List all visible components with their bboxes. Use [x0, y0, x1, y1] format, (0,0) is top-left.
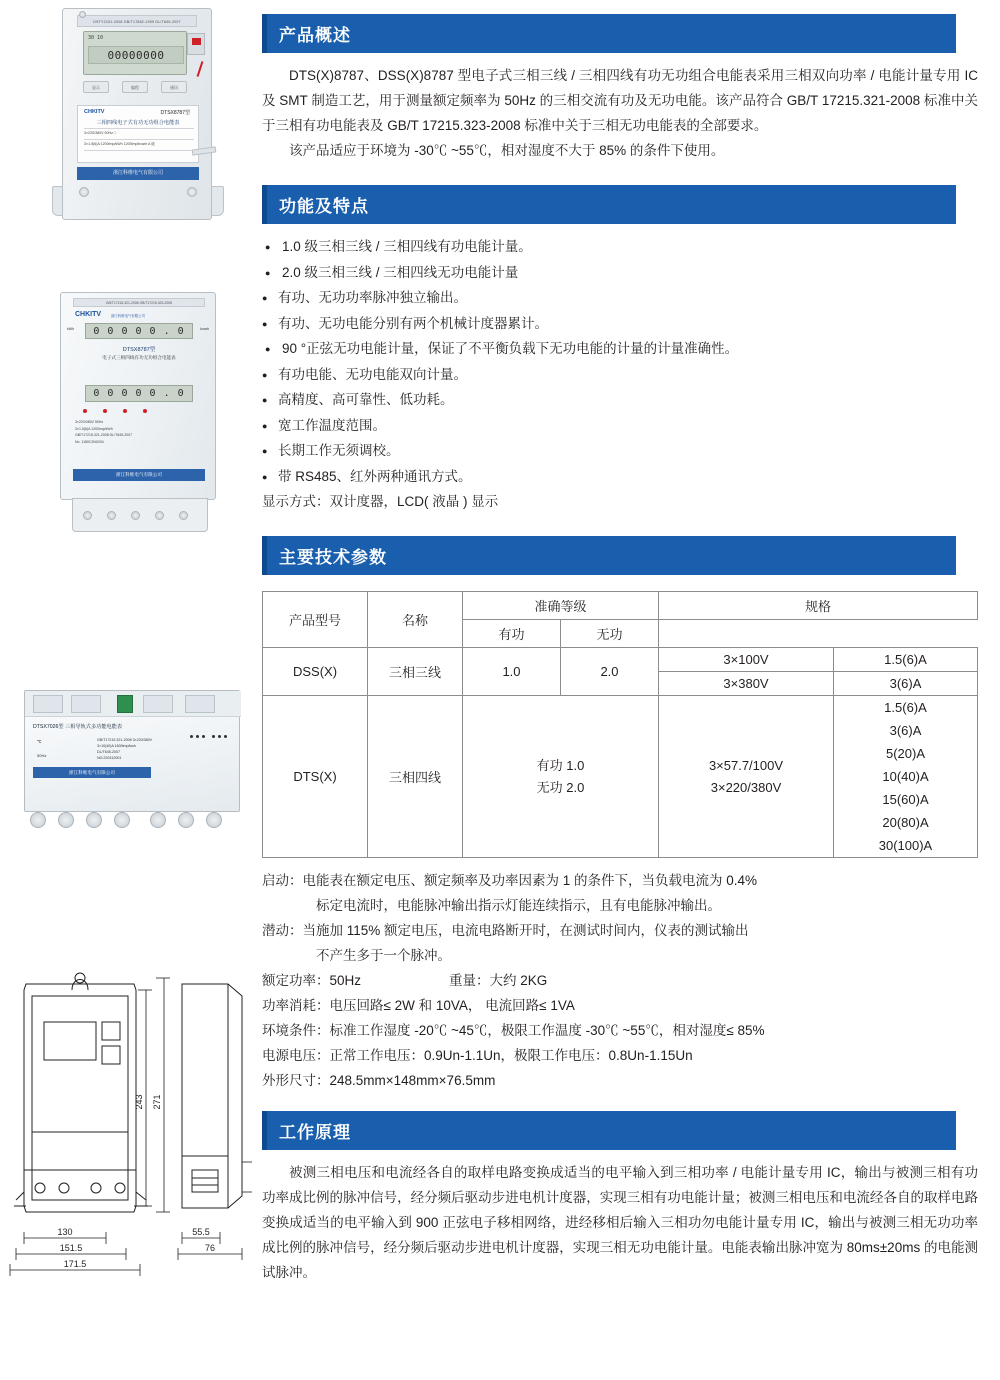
meter2-terminal-cover: [72, 498, 208, 532]
section-title-specs: 主要技术参数: [262, 536, 956, 575]
param-label-consumption: 功率消耗：: [262, 998, 330, 1013]
th-reactive: 无功: [561, 620, 659, 648]
cell-current-dts-1: 1.5(6)A: [834, 696, 978, 720]
table-header-row: [263, 592, 978, 620]
param-text-creep: 当施加 115% 额定电压，电流电路断开时，在测试时间内，仪表的测试输出: [302, 923, 749, 938]
params-block: [262, 868, 1000, 1093]
meter2-center-label: [79, 345, 199, 379]
meter2-unit-right: kvarh: [200, 327, 209, 331]
dimension-drawing: [6, 956, 258, 1316]
section-title-features: 功能及特点: [262, 185, 956, 224]
meter1-model: DTSX8787型: [160, 110, 190, 116]
th-rating: 规格: [659, 592, 978, 620]
list-item: ● 有功、无功功率脉冲独立输出。: [262, 285, 1000, 311]
meter2-model: DTSX8787型: [122, 347, 156, 353]
param-line-consumption: [262, 993, 1000, 1018]
th-model: 产品型号: [263, 592, 368, 648]
dim-width-171: 171.5: [63, 1259, 87, 1269]
meter3-nameplate: [33, 723, 233, 781]
cell-accuracy-dts: [463, 696, 659, 858]
param-label-environment: 环境条件：: [262, 1023, 330, 1038]
list-item: ● 有功电能、无功电能双向计量。: [262, 362, 1000, 388]
cell-voltage-dss-2: 3×380V: [659, 672, 834, 696]
param-line-start-cont: 标定电流时，电能脉冲输出指示灯能连续指示，且有电能脉冲输出。: [316, 898, 721, 913]
th-name: 名称: [368, 592, 463, 648]
meter3-bottom-terminals: [24, 812, 240, 830]
meter2-unit-left: kWh: [67, 327, 75, 331]
meter1-lcd: [83, 31, 187, 75]
dim-width-130: 130: [57, 1227, 73, 1237]
overview-paragraph-2: 该产品适应于环境为 -30℃ ~55℃，相对湿度不大于 85% 的条件下使用。: [289, 143, 725, 158]
meter1-lcd-small: 30 10: [88, 35, 104, 41]
param-text-rated: 50Hz: [329, 973, 362, 988]
param-line-creep: [262, 918, 1000, 943]
meter3-spec-block: [97, 737, 152, 761]
meter2-brand-sub: 浙江科维电气有限公司: [111, 314, 145, 318]
meter2-spec-line-1: 3×220/380V 50Hz: [75, 420, 104, 424]
meter1-screw: [79, 187, 89, 197]
meter1-buttons: [83, 81, 187, 97]
param-label-rated: 额定功率：: [262, 973, 330, 988]
cell-model-dts: DTS(X): [263, 696, 368, 858]
meter1-label-line-1: 3×220/380V 50Hz □: [84, 131, 117, 135]
cell-voltage-dts: [659, 696, 834, 858]
cell-accuracy-dts-active: 有功 1.0: [536, 757, 585, 773]
param-line-dimensions: [262, 1068, 1000, 1093]
list-item: ● 有功、无功电能分别有两个机械计度器累计。: [262, 311, 1000, 337]
meter2-spec-line-3: GB/T17215.321-2008 DL/T645-2007: [75, 433, 133, 437]
meter1-top-strip: DSTY2151-2008 GB/T17882-1999 DL/T645-2007: [77, 15, 197, 27]
list-item: ● 带 RS485、红外两种通讯方式。: [262, 464, 1000, 490]
list-item: ● 长期工作无须调校。: [262, 438, 1000, 464]
dim-width-151: 151.5: [59, 1243, 83, 1253]
param-label-dimensions: 外形尺寸：: [262, 1073, 330, 1088]
dim-height-271: 271: [152, 1094, 162, 1110]
table-row: [263, 696, 978, 720]
param-label-creep: 潜动：: [262, 923, 303, 938]
meter3-spec-line-3: DL/T645-2007: [97, 750, 120, 754]
product-photo-dtsx7026-din: [10, 676, 254, 836]
dim-depth-76: 76: [204, 1243, 216, 1253]
features-list: [262, 234, 1000, 489]
param-text-dimensions: 248.5mm×148mm×76.5mm: [329, 1073, 496, 1088]
meter2-register-active: 0 0 0 0 0 . 0: [85, 323, 193, 339]
param-text-environment: 标准工作湿度 -20℃ ~45℃，极限工作温度 -30℃ ~55℃，相对湿度≤ 85%: [329, 1023, 765, 1038]
meter3-title: DTSX7026型 三相导轨式多功能电能表: [33, 724, 123, 730]
param-text-consumption: 电压回路≤ 2W 和 10VA， 电流回路≤ 1VA: [329, 998, 575, 1013]
meter1-screw: [187, 187, 197, 197]
meter3-mark-temp: ℃: [37, 739, 42, 744]
meter2-spec-line-4: No. 1180C2N0204: [75, 439, 104, 444]
meter2-subtitle: 电子式三相四线有功无功组合电能表: [102, 355, 176, 360]
cell-current-dts-3: 5(20)A: [834, 742, 978, 765]
spec-table: [262, 591, 978, 858]
meter3-terminal-row: [25, 691, 241, 717]
meter3-mark-freq: 50Hz: [37, 753, 47, 758]
param-text-weight: 大约 2KG: [489, 973, 548, 988]
cell-model-dss: DSS(X): [263, 648, 368, 696]
param-line-voltage: [262, 1043, 1000, 1068]
cell-current-dts-4: 10(40)A: [834, 765, 978, 788]
meter1-seal-wire: [197, 61, 204, 77]
param-label-voltage: 电源电压：: [262, 1048, 330, 1063]
meter1-brand: CHKITV: [84, 109, 105, 115]
product-photo-dtsx8787-register: [52, 292, 228, 542]
meter1-label-line-2: 3×1.5(6)A 1200imp/kWh 1200imp/kvarh A 级: [84, 142, 155, 146]
meter1-company: 浙江科维电气有限公司: [77, 167, 199, 180]
meter3-spec-line-2: 3×10(40)A 1600imp/kwh: [97, 744, 136, 748]
cell-voltage-dts-2: 3×220/380V: [710, 779, 782, 795]
section-title-principle: 工作原理: [262, 1111, 956, 1150]
list-item: ● 90 °正弦无功电能计量，保证了不平衡负载下无功电能的计量的计量准确性。: [262, 336, 1000, 362]
section-title-overview: 产品概述: [262, 14, 956, 53]
cell-current-dts-6: 20(80)A: [834, 811, 978, 834]
list-item: ● 宽工作温度范围。: [262, 413, 1000, 439]
cell-voltage-dss-1: 3×100V: [659, 648, 834, 672]
list-item: ● 1.0 级三相三线 / 三相四线有功电能计量。: [262, 234, 1000, 260]
cell-name-dts: 三相四线: [368, 696, 463, 858]
param-label-weight: 重量：: [449, 973, 490, 988]
cell-current-dss-2: 3(6)A: [834, 672, 978, 696]
meter1-lcd-digits: 00000000: [88, 46, 184, 64]
param-text-voltage: 正常工作电压：0.9Un-1.1Un，极限工作电压：0.8Un-1.15Un: [329, 1048, 693, 1063]
meter1-nameplate: [77, 105, 199, 163]
list-item: ● 高精度、高可靠性、低功耗。: [262, 387, 1000, 413]
meter2-led-row: [79, 407, 199, 415]
cell-current-dts-2: 3(6)A: [834, 719, 978, 742]
dim-height-243: 243: [134, 1094, 144, 1110]
meter3-spec-line-4: NO.220312001: [97, 756, 122, 760]
param-line-rated: [262, 968, 1000, 993]
principle-paragraph: 被测三相电压和电流经各自的取样电路变换成适当的电平输入到三相功率 / 电能计量专用 IC，输出与被测三相有功功率成比例的脉冲信号，经分频后驱动步进电机计度器，实现三相有功电能计量；被测三相电压和电流经各自的取样电路变换成适当的电平输入到 900 正弦电子移相网络，进经移相后输入三相功勿电能计量专用 IC，输出与被测三相无功功率成比例的脉冲信号，经分频后驱动步进电机计度器，实现三相无功电能计量。电能表输出脉冲宽为 80ms±20ms 的电能测试脉冲。: [262, 1165, 978, 1280]
meter1-button-program[interactable]: 编程: [122, 81, 148, 93]
meter2-company: 浙江科维电气有限公司: [73, 469, 205, 481]
meter1-screw: [79, 11, 86, 18]
meter3-company: 浙江科维电气有限公司: [33, 767, 151, 778]
list-item: ● 2.0 级三相三线 / 三相四线无功电能计量: [262, 260, 1000, 286]
product-photo-dtsx8787-lcd: [52, 8, 224, 236]
meter2-body: [60, 292, 216, 500]
meter2-top-strip: GB/T17215.321-2008 GB/T17215.323-2008: [73, 298, 205, 307]
th-active: 有功: [463, 620, 561, 648]
param-line-environment: [262, 1018, 1000, 1043]
meter3-led-dots: [187, 725, 227, 743]
param-line-start: [262, 868, 1000, 893]
th-accuracy: 准确等级: [463, 592, 659, 620]
cell-current-dss-1: 1.5(6)A: [834, 648, 978, 672]
meter2-spec-line-2: 3×1.5(6)A 1200imp/kWh: [75, 426, 113, 431]
param-line-creep-cont: 不产生多于一个脉冲。: [316, 948, 451, 963]
meter1-label-title: 三相四线电子式有功无功组合电能表: [96, 120, 180, 126]
cell-name-dss: 三相三线: [368, 648, 463, 696]
cell-reactive-dss: 2.0: [561, 648, 659, 696]
dim-depth-55: 55.5: [192, 1227, 210, 1237]
meter1-button-display[interactable]: 显示: [83, 81, 109, 93]
cell-current-dts-5: 15(60)A: [834, 788, 978, 811]
meter2-brand: CHKITV: [75, 311, 102, 318]
cell-active-dss: 1.0: [463, 648, 561, 696]
meter1-button-comm[interactable]: 通讯: [161, 81, 187, 93]
meter2-spec-block: [75, 419, 203, 465]
product-images-column: [0, 0, 262, 1380]
overview-paragraph-1: DTS(X)8787、DSS(X)8787 型电子式三相三线 / 三相四线有功无功组合电能表采用三相双向功率 / 电能计量专用 IC 及 SMT 制造工艺，用于测量额定频率为 50Hz 的三相交流有功及无功电能。该产品符合 GB/T 17215.321-2008 标准中关于三相有功电能表及 GB/T 17215.323-2008 标准中关于三相无功电能表的全部要求。: [262, 68, 978, 133]
cell-current-dts-7: 30(100)A: [834, 834, 978, 858]
meter3-body: [24, 690, 240, 812]
param-text-start: 电能表在额定电压、额定频率及功率因素为 1 的条件下，当负载电流为 0.4%: [302, 873, 758, 888]
cell-voltage-dts-1: 3×57.7/100V: [708, 757, 784, 773]
table-row: [263, 648, 978, 672]
dimension-drawing-svg: [6, 956, 258, 1316]
features-display-line: 显示方式：双计度器，LCD( 液晶 ) 显示: [262, 494, 499, 509]
content-column: [262, 0, 1000, 1285]
meter1-body: [62, 8, 212, 220]
meter2-register-reactive: 0 0 0 0 0 . 0: [85, 385, 193, 402]
param-label-start: 启动：: [262, 873, 303, 888]
cell-accuracy-dts-reactive: 无功 2.0: [536, 779, 585, 795]
meter1-indicator-block: [187, 33, 205, 55]
meter3-spec-line-1: GB/T17215.321-2008 3×220/380V: [97, 738, 153, 742]
